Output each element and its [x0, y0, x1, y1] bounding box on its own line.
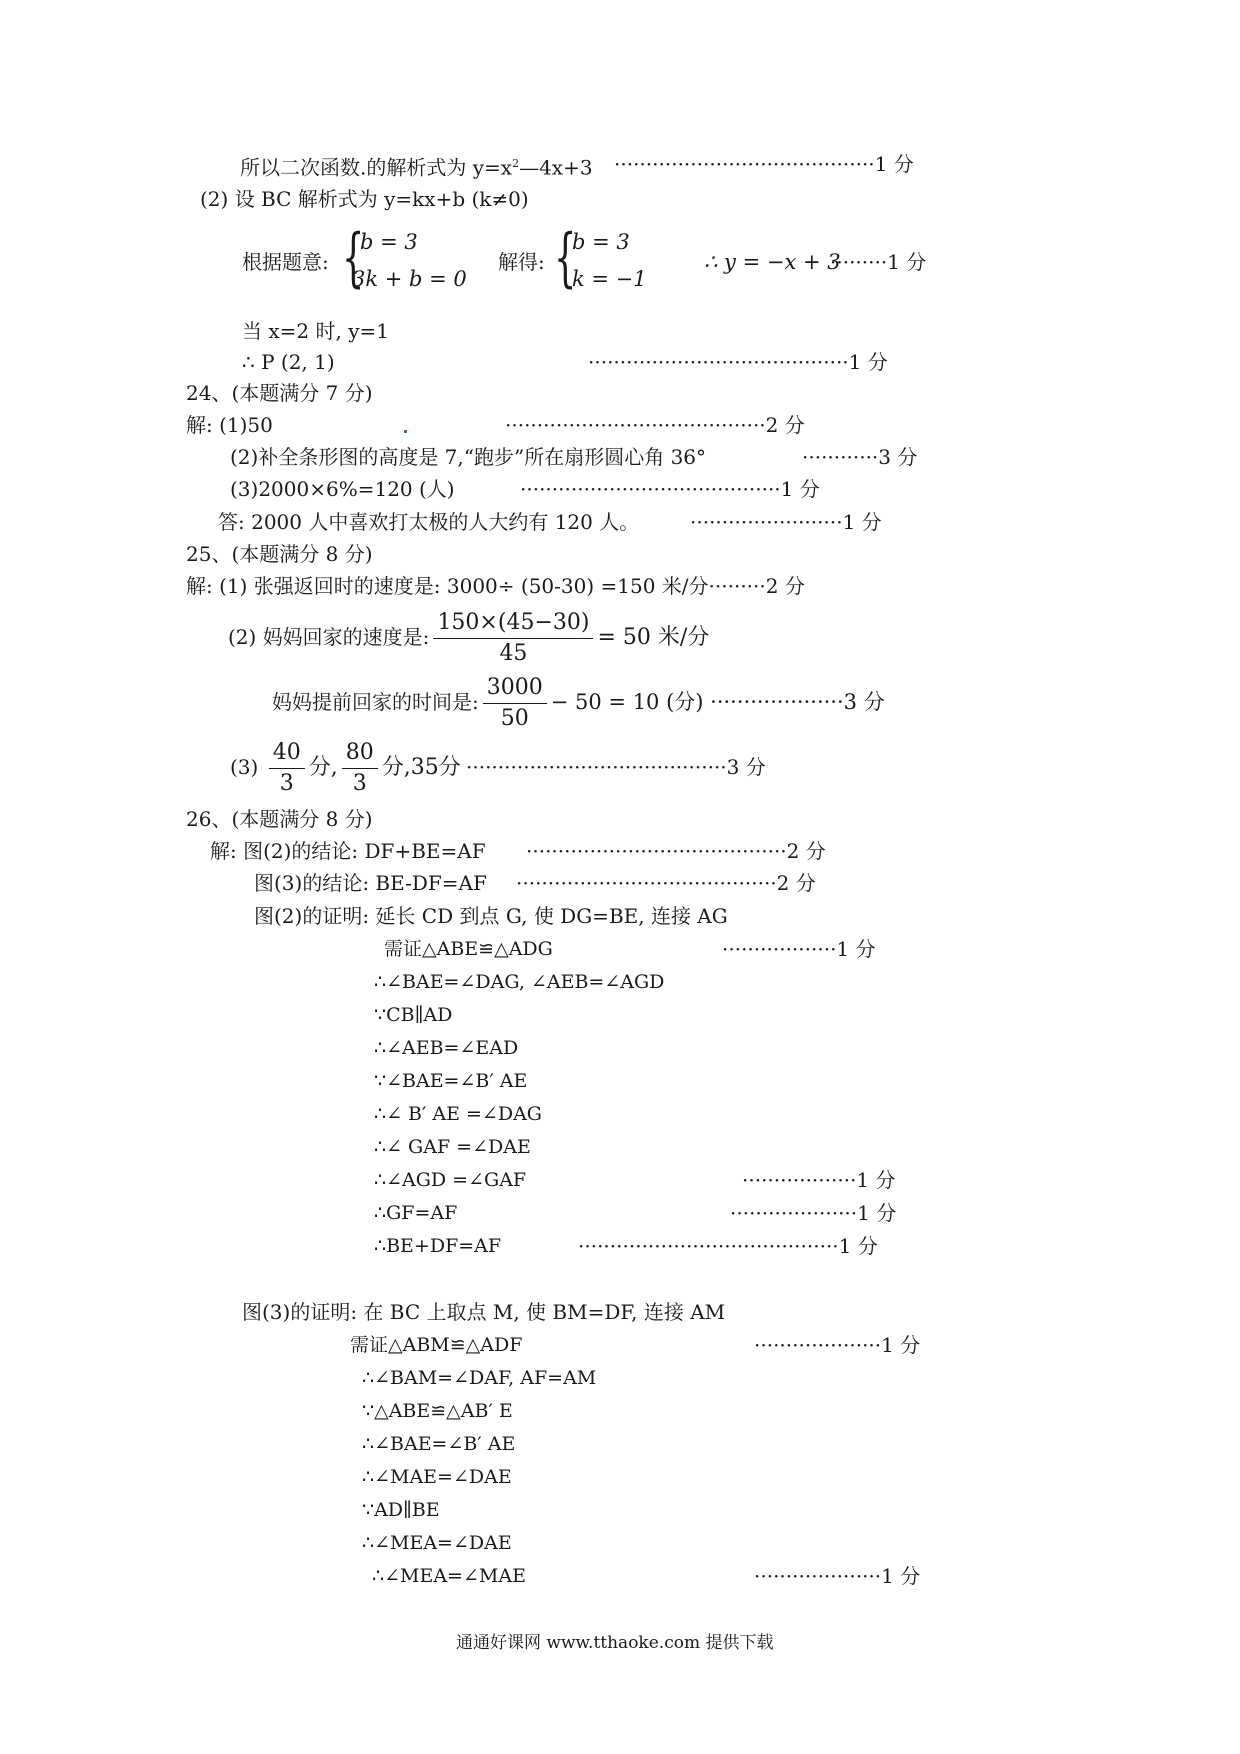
q24-answer-3-score: ·········································1 分: [520, 477, 820, 501]
proof-2-step: ∴∠ GAF =∠DAE: [374, 1136, 531, 1158]
q23-label-solve: 解得:: [498, 250, 545, 274]
proof-2-step: ∴∠AEB=∠EAD: [374, 1037, 519, 1059]
q23-system1-eq1: b = 3: [360, 230, 418, 254]
q24-answer-3: (3)2000×6%=120 (人): [230, 477, 455, 501]
proof-2-step: 需证△ABE≌△ADG: [384, 938, 553, 960]
q24-answer-4-score: ························1 分: [690, 510, 882, 534]
proof-3-step: 需证△ABM≌△ADF: [350, 1334, 523, 1356]
q23-system2-eq2: k = −1: [572, 267, 647, 291]
fraction-numerator: 40: [269, 738, 305, 769]
fraction-denominator: 3: [352, 771, 367, 796]
q26-conclusion-2: 解: 图(2)的结论: DF+BE=AF: [210, 839, 486, 863]
q25-answer-3: [272, 669, 885, 735]
q26-proof-2-heading: 图(2)的证明: 延长 CD 到点 G, 使 DG=BE, 连接 AG: [254, 904, 728, 928]
q24-answer-1-score: ·········································2 分: [505, 413, 805, 437]
fraction-denominator: 3: [279, 771, 294, 796]
fraction-numerator: 80: [342, 738, 378, 769]
q26-conclusion-3-score: ·········································2 分: [516, 871, 816, 895]
proof-3-step: ∵AD∥BE: [362, 1499, 440, 1521]
q23-line-5: ∴ P (2, 1): [242, 350, 335, 374]
q25-answer-2-result: = 50 米/分: [597, 625, 710, 650]
proof-3-step: ∵△ABE≌△AB′ E: [362, 1400, 513, 1422]
proof-3-step: ∴∠MEA=∠MAE: [372, 1565, 526, 1587]
q26-heading: 26、(本题满分 8 分): [186, 807, 373, 831]
q26-conclusion-2-score: ·········································2 分: [526, 839, 826, 863]
proof-3-step: ∴∠MAE=∠DAE: [362, 1466, 512, 1488]
q25-fraction-40-3: [269, 738, 305, 799]
q24-answer-4: 答: 2000 人中喜欢打太极的人大约有 120 人。: [218, 510, 640, 534]
q25-answer-4: [230, 734, 461, 801]
q25-answer-3-result: − 50 = 10 (分) ····················3 分: [550, 690, 885, 714]
proof-2-step: ∵∠BAE=∠B′ AE: [374, 1070, 528, 1092]
q23-result-score: ·········1 分: [830, 250, 927, 274]
proof-2-step: ∴∠AGD =∠GAF: [374, 1169, 527, 1191]
q23-line-1-score: ·········································1 分: [614, 152, 914, 176]
proof-2-step: ∴∠BAE=∠DAG, ∠AEB=∠AGD: [374, 971, 665, 993]
q24-answer-2-score: ············3 分: [802, 445, 918, 469]
brace-icon: {: [342, 221, 365, 295]
q23-line-5-score: ·········································1 分: [588, 350, 888, 374]
q23-formula-exponent: 2: [512, 157, 520, 170]
q23-system2-eq1: b = 3: [572, 230, 630, 254]
fraction-denominator: 45: [499, 641, 528, 666]
q25-answer-4-label: (3): [230, 755, 259, 779]
q25-answer-3-label: 妈妈提前回家的时间是:: [272, 690, 479, 714]
q23-line-4: 当 x=2 时, y=1: [242, 319, 389, 343]
proof-2-step: ∴GF=AF: [374, 1202, 458, 1224]
proof-3-step: ∴∠BAM=∠DAF, AF=AM: [362, 1367, 597, 1389]
proof-2-step-score: ····················1 分: [730, 1201, 897, 1225]
q25-heading: 25、(本题满分 8 分): [186, 542, 373, 566]
q26-conclusion-3: 图(3)的结论: BE-DF=AF: [254, 871, 487, 895]
proof-2-step: ∵CB∥AD: [374, 1004, 453, 1026]
q25-time-fraction: [483, 673, 547, 734]
proof-2-step-score: ··················1 分: [722, 937, 876, 961]
q25-unit-1: 分,: [308, 755, 338, 780]
q23-formula-text: 所以二次函数.的解析式为 y=x: [240, 155, 513, 180]
q25-answer-2: [228, 604, 709, 671]
q24-answer-1: 解: (1)50: [186, 413, 273, 437]
q23-result: ∴ y = −x + 3: [704, 250, 841, 274]
proof-2-step-score: ··················1 分: [742, 1168, 896, 1192]
q24-answer-2: (2)补全条形图的高度是 7,“跑步”所在扇形圆心角 36°: [230, 445, 707, 469]
proof-2-step: ∴∠ B′ AE =∠DAG: [374, 1103, 542, 1125]
proof-3-step-score: ····················1 分: [754, 1564, 921, 1588]
q25-answer-2-label: (2) 妈妈回家的速度是:: [228, 625, 430, 649]
proof-2-step: ∴BE+DF=AF: [374, 1235, 502, 1257]
q25-answer-1: 解: (1) 张强返回时的速度是: 3000÷ (50-30) =150 米/分·········2 分: [186, 574, 805, 598]
proof-3-step-score: ····················1 分: [754, 1333, 921, 1357]
q25-speed-fraction: [433, 608, 593, 669]
page-footer: 通通好课网 www.tthaoke.com 提供下载: [456, 1633, 774, 1653]
q23-formula-tail: —4x+3: [519, 155, 593, 180]
proof-3-step: ∴∠MEA=∠DAE: [362, 1532, 512, 1554]
q23-label-according: 根据题意:: [242, 250, 329, 274]
q25-unit-2: 分,35分: [381, 755, 461, 780]
green-dot-mark: [404, 430, 407, 433]
q26-proof-3-heading: 图(3)的证明: 在 BC 上取点 M, 使 BM=DF, 连接 AM: [242, 1300, 726, 1324]
q25-answer-4-score: ·········································3 分: [466, 755, 766, 779]
q24-heading: 24、(本题满分 7 分): [186, 381, 373, 405]
fraction-numerator: 150×(45−30): [433, 608, 593, 639]
fraction-numerator: 3000: [483, 673, 547, 704]
proof-2-step-score: ·········································1 分: [578, 1234, 878, 1258]
q23-line-1: [240, 151, 593, 181]
q23-line-2: (2) 设 BC 解析式为 y=kx+b (k≠0): [200, 187, 529, 211]
proof-3-step: ∴∠BAE=∠B′ AE: [362, 1433, 516, 1455]
brace-icon: {: [554, 221, 577, 295]
fraction-denominator: 50: [500, 706, 529, 731]
q23-system1-eq2: 3k + b = 0: [352, 267, 467, 291]
q25-fraction-80-3: [342, 738, 378, 799]
